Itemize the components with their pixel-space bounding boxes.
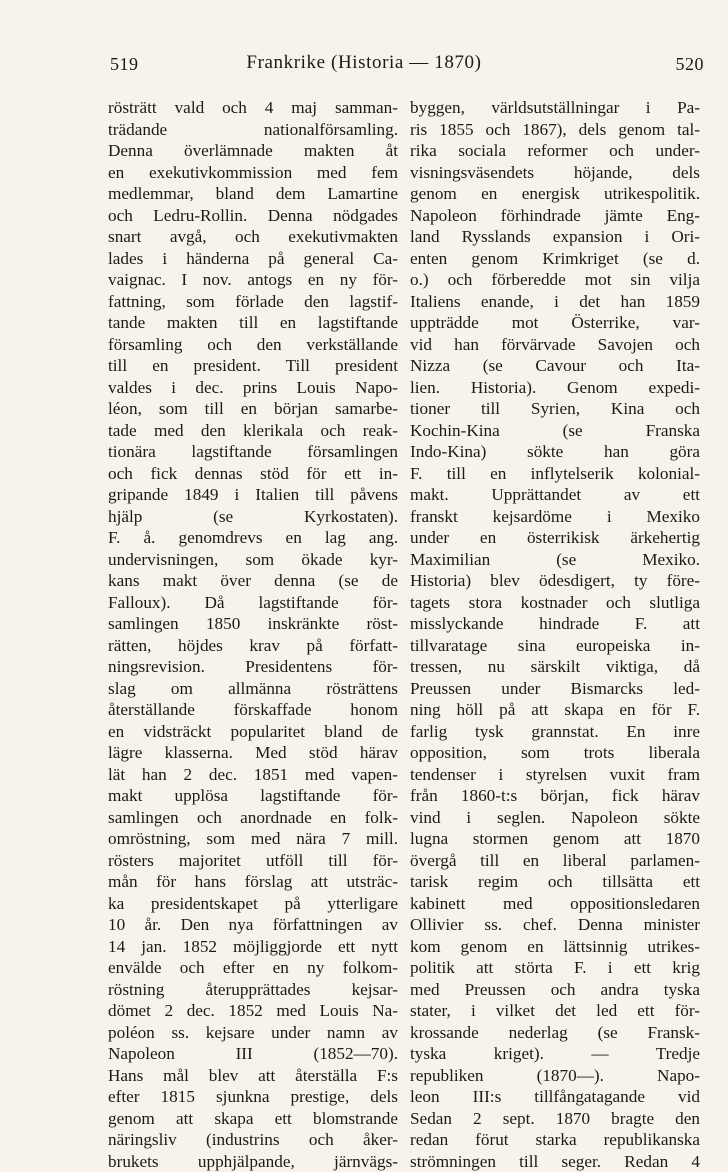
- text-line: franskt kejsardöme i Mexiko: [410, 506, 700, 528]
- text-line: Napoleon förhindrade jämte Eng-: [410, 205, 700, 227]
- text-line: fattning, som förlade den lagstif-: [108, 291, 398, 313]
- text-line: församling och den verkställande: [108, 334, 398, 356]
- text-line: rösters majoritet utföll till för-: [108, 850, 398, 872]
- text-line: tendenser i styrelsen vuxit fram: [410, 764, 700, 786]
- text-line: Napoleon III (1852—70).: [108, 1043, 398, 1065]
- right-column: [410, 97, 700, 1172]
- text-line: tagets stora kostnader och slutliga: [410, 592, 700, 614]
- page-number-left: 519: [110, 54, 139, 75]
- text-line: lien. Historia). Genom expedi-: [410, 377, 700, 399]
- text-line: Sedan 2 sept. 1870 bragte den: [410, 1108, 700, 1130]
- text-line: enten genom Krimkriget (se d.: [410, 248, 700, 270]
- text-line: envälde och efter en ny folkom-: [108, 957, 398, 979]
- text-line: rösträtt vald och 4 maj samman-: [108, 97, 398, 119]
- text-line: tyska kriget). — Tredje: [410, 1043, 700, 1065]
- text-line: undervisningen, som ökade kyr-: [108, 549, 398, 571]
- text-line: republiken (1870—). Napo-: [410, 1065, 700, 1087]
- text-line: ning höll på att skapa en för F.: [410, 699, 700, 721]
- text-line: Hans mål blev att återställa F:s: [108, 1065, 398, 1087]
- text-line: 10 år. Den nya författningen av: [108, 914, 398, 936]
- text-line: o.) och förberedde mot sin vilja: [410, 269, 700, 291]
- text-line: tade med den klerikala och reak-: [108, 420, 398, 442]
- text-line: brukets upphjälpande, järnvägs-: [108, 1151, 398, 1172]
- text-line: Nizza (se Cavour och Ita-: [410, 355, 700, 377]
- text-line: Historia) blev ödesdigert, ty före-: [410, 570, 700, 592]
- text-line: kom genom en lättsinnig utrikes-: [410, 936, 700, 958]
- text-line: opposition, som trots liberala: [410, 742, 700, 764]
- text-line: ka presidentskapet på ytterligare: [108, 893, 398, 915]
- text-line: och Ledru-Rollin. Denna nödgades: [108, 205, 398, 227]
- text-line: Maximilian (se Mexiko.: [410, 549, 700, 571]
- text-line: till en president. Till president: [108, 355, 398, 377]
- text-line: lägre klasserna. Med stöd härav: [108, 742, 398, 764]
- page-number-right: 520: [676, 54, 705, 75]
- text-line: genom en energisk utrikespolitik.: [410, 183, 700, 205]
- text-line: ris 1855 och 1867), dels genom tal-: [410, 119, 700, 141]
- text-line: kans makt över denna (se de: [108, 570, 398, 592]
- text-line: redan förut starka republikanska: [410, 1129, 700, 1151]
- text-line: från 1860-t:s början, fick härav: [410, 785, 700, 807]
- text-line: röstning återupprättades kejsar-: [108, 979, 398, 1001]
- running-header: [0, 52, 728, 82]
- text-line: Italiens enande, i det han 1859: [410, 291, 700, 313]
- text-line: tillvaratage sina europeiska in-: [410, 635, 700, 657]
- text-line: tarisk regim och tillsätta ett: [410, 871, 700, 893]
- text-line: poléon ss. kejsare under namn av: [108, 1022, 398, 1044]
- text-line: lades i händerna på general Ca-: [108, 248, 398, 270]
- text-line: genom att skapa ett blomstrande: [108, 1108, 398, 1130]
- text-line: återställande förskaffade honom: [108, 699, 398, 721]
- text-line: vid han förvärvade Savojen och: [410, 334, 700, 356]
- text-line: snart avgå, och exekutivmakten: [108, 226, 398, 248]
- text-line: lugna stormen genom att 1870: [410, 828, 700, 850]
- text-line: övergå till en liberal parlamen-: [410, 850, 700, 872]
- text-line: 14 jan. 1852 möjliggjorde ett nytt: [108, 936, 398, 958]
- left-column: [108, 97, 398, 1172]
- text-line: byggen, världsutställningar i Pa-: [410, 97, 700, 119]
- text-line: tande makten till en lagstiftande: [108, 312, 398, 334]
- running-title: Frankrike (Historia — 1870): [0, 52, 728, 74]
- text-line: dömet 2 dec. 1852 med Louis Na-: [108, 1000, 398, 1022]
- text-line: makt upplösa lagstiftande för-: [108, 785, 398, 807]
- text-line: tressen, nu särskilt viktiga, då: [410, 656, 700, 678]
- text-line: Kochin-Kina (se Franska: [410, 420, 700, 442]
- text-line: samlingen och anordnade en folk-: [108, 807, 398, 829]
- text-line: krossande nederlag (se Fransk-: [410, 1022, 700, 1044]
- text-line: Denna överlämnade makten åt: [108, 140, 398, 162]
- text-line: Preussen under Bismarcks led-: [410, 678, 700, 700]
- text-line: samlingen 1850 inskränkte röst-: [108, 613, 398, 635]
- text-line: uppträdde mot Österrike, var-: [410, 312, 700, 334]
- text-line: rätten, höjdes krav på författ-: [108, 635, 398, 657]
- text-line: Indo-Kina) sökte han göra: [410, 441, 700, 463]
- text-line: med Preussen och andra tyska: [410, 979, 700, 1001]
- text-line: ningsrevision. Presidentens för-: [108, 656, 398, 678]
- text-line: hjälp (se Kyrkostaten).: [108, 506, 398, 528]
- text-line: medlemmar, bland dem Lamartine: [108, 183, 398, 205]
- text-line: valdes i dec. prins Louis Napo-: [108, 377, 398, 399]
- text-line: F. till en inflytelserik kolonial-: [410, 463, 700, 485]
- text-line: och fick dennas stöd för ett in-: [108, 463, 398, 485]
- text-line: tionära lagstiftande församlingen: [108, 441, 398, 463]
- text-line: en exekutivkommission med fem: [108, 162, 398, 184]
- text-line: land Rysslands expansion i Ori-: [410, 226, 700, 248]
- text-line: léon, som till en början samarbe-: [108, 398, 398, 420]
- text-line: Falloux). Då lagstiftande för-: [108, 592, 398, 614]
- text-line: näringsliv (industrins och åker-: [108, 1129, 398, 1151]
- text-line: en vidsträckt popularitet bland de: [108, 721, 398, 743]
- text-line: kabinett med oppositionsledaren: [410, 893, 700, 915]
- text-line: farlig tysk grannstat. En inre: [410, 721, 700, 743]
- text-line: mån för hans förslag att utsträc-: [108, 871, 398, 893]
- text-line: efter 1815 sjunkna prestige, dels: [108, 1086, 398, 1108]
- text-line: makt. Upprättandet av ett: [410, 484, 700, 506]
- text-line: under en österrikisk ärkehertig: [410, 527, 700, 549]
- text-line: leon III:s tillfångatagande vid: [410, 1086, 700, 1108]
- text-line: tioner till Syrien, Kina och: [410, 398, 700, 420]
- text-line: slag om allmänna rösträttens: [108, 678, 398, 700]
- text-line: misslyckande hindrade F. att: [410, 613, 700, 635]
- text-line: strömningen till seger. Redan 4: [410, 1151, 700, 1172]
- text-line: politik att störta F. i ett krig: [410, 957, 700, 979]
- text-line: stater, i vilket det led ett för-: [410, 1000, 700, 1022]
- text-line: visningsväsendets höjande, dels: [410, 162, 700, 184]
- text-line: trädande nationalförsamling.: [108, 119, 398, 141]
- text-line: gripande 1849 i Italien till påvens: [108, 484, 398, 506]
- text-line: lät han 2 dec. 1851 med vapen-: [108, 764, 398, 786]
- text-line: rika sociala reformer och under-: [410, 140, 700, 162]
- text-line: F. å. genomdrevs en lag ang.: [108, 527, 398, 549]
- text-line: Ollivier ss. chef. Denna minister: [410, 914, 700, 936]
- text-line: vind i seglen. Napoleon sökte: [410, 807, 700, 829]
- text-line: omröstning, som med nära 7 mill.: [108, 828, 398, 850]
- text-line: vaignac. I nov. antogs en ny för-: [108, 269, 398, 291]
